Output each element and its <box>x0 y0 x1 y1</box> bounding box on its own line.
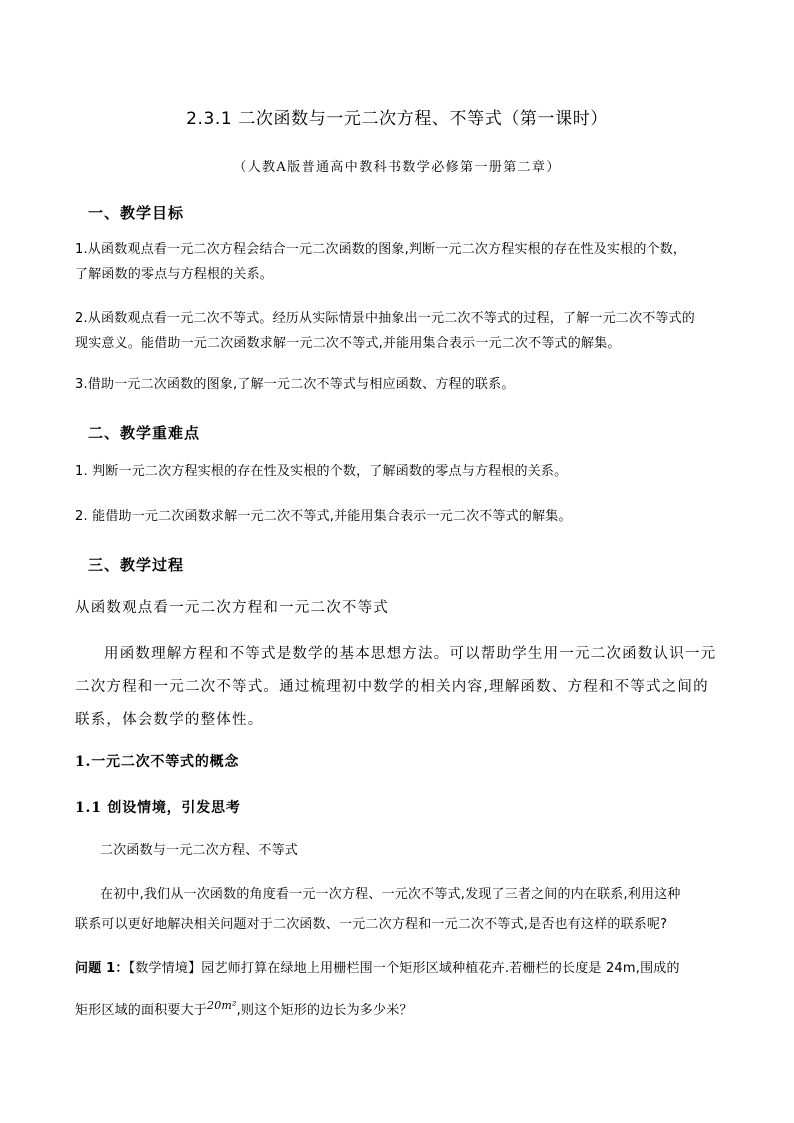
subsection-heading-concept: 1.一元二次不等式的概念 <box>75 754 240 770</box>
process-paragraph-line-2: 二次方程和一元二次不等式。通过梳理初中数学的相关内容,理解函数、方程和不等式之间的 <box>75 679 709 695</box>
context-paragraph-line-2: 联系可以更好地解决相关问题对于二次函数、一元二次方程和一元二次不等式,是否也有这样的联系呢? <box>75 917 668 932</box>
question-1-label: 问题 1： <box>75 961 129 976</box>
topic-line: 二次函数与一元二次方程、不等式 <box>100 843 299 858</box>
area-expression: 20m² <box>207 999 237 1012</box>
key-point-1: 1. 判断一元二次方程实根的存在性及实根的个数，了解函数的零点与方程根的关系。 <box>75 464 568 479</box>
section-heading-objectives: 一、教学目标 <box>88 204 185 222</box>
objective-2-line-1: 2.从函数观点看一元二次不等式。经历从实际情景中抽象出一元二次不等式的过程，了解一元二次不等式的 <box>75 311 696 326</box>
key-point-2: 2. 能借助一元二次函数求解一元二次不等式,并能用集合表示一元二次不等式的解集。 <box>75 509 572 524</box>
subsection-heading-scenario: 1.1 创设情境，引发思考 <box>75 800 241 816</box>
section-heading-process: 三、教学过程 <box>88 556 185 574</box>
objective-1-line-2: 了解函数的零点与方程根的关系。 <box>75 267 274 282</box>
question-1-line-1 <box>75 956 680 981</box>
process-intro: 从函数观点看一元二次方程和一元二次不等式 <box>75 600 389 616</box>
process-paragraph-line-3: 联系，体会数学的整体性。 <box>75 712 264 728</box>
question-1-tag: 【数学情境】 <box>128 961 202 976</box>
objective-2-line-2: 现实意义。能借助一元二次函数求解一元二次不等式,并能用集合表示一元二次不等式的解集。 <box>75 336 621 351</box>
objective-1-line-1: 1.从函数观点看一元二次方程会结合一元二次函数的图象,判断一元二次方程实根的存在性及实根的个数， <box>75 242 687 257</box>
context-paragraph-line-1: 在初中,我们从一次函数的角度看一元一次方程、一元次不等式,发现了三者之间的内在联系,利用这种 <box>100 887 681 902</box>
process-paragraph-line-1: 用函数理解方程和不等式是数学的基本思想方法。可以帮助学生用一元二次函数认识一元 <box>104 646 717 662</box>
section-heading-key-points: 二、教学重难点 <box>88 424 201 442</box>
question-1-line-2 <box>75 998 413 1023</box>
document-title: 2.3.1 二次函数与一元二次方程、不等式（第一课时） <box>186 109 608 129</box>
question-1-text-end: ,则这个矩形的边长为多少米？ <box>236 1003 413 1018</box>
question-1-text-start: 矩形区域的面积要大于 <box>75 1003 208 1018</box>
document-subtitle: （人教A版普通高中教科书数学必修第一册第二章） <box>233 160 561 175</box>
objective-3: 3.借助一元二次函数的图象,了解一元二次不等式与相应函数、方程的联系。 <box>75 377 515 392</box>
question-1-text: 园艺师打算在绿地上用栅栏围一个矩形区域种植花卉.若栅栏的长度是 24m,围成的 <box>201 961 680 976</box>
